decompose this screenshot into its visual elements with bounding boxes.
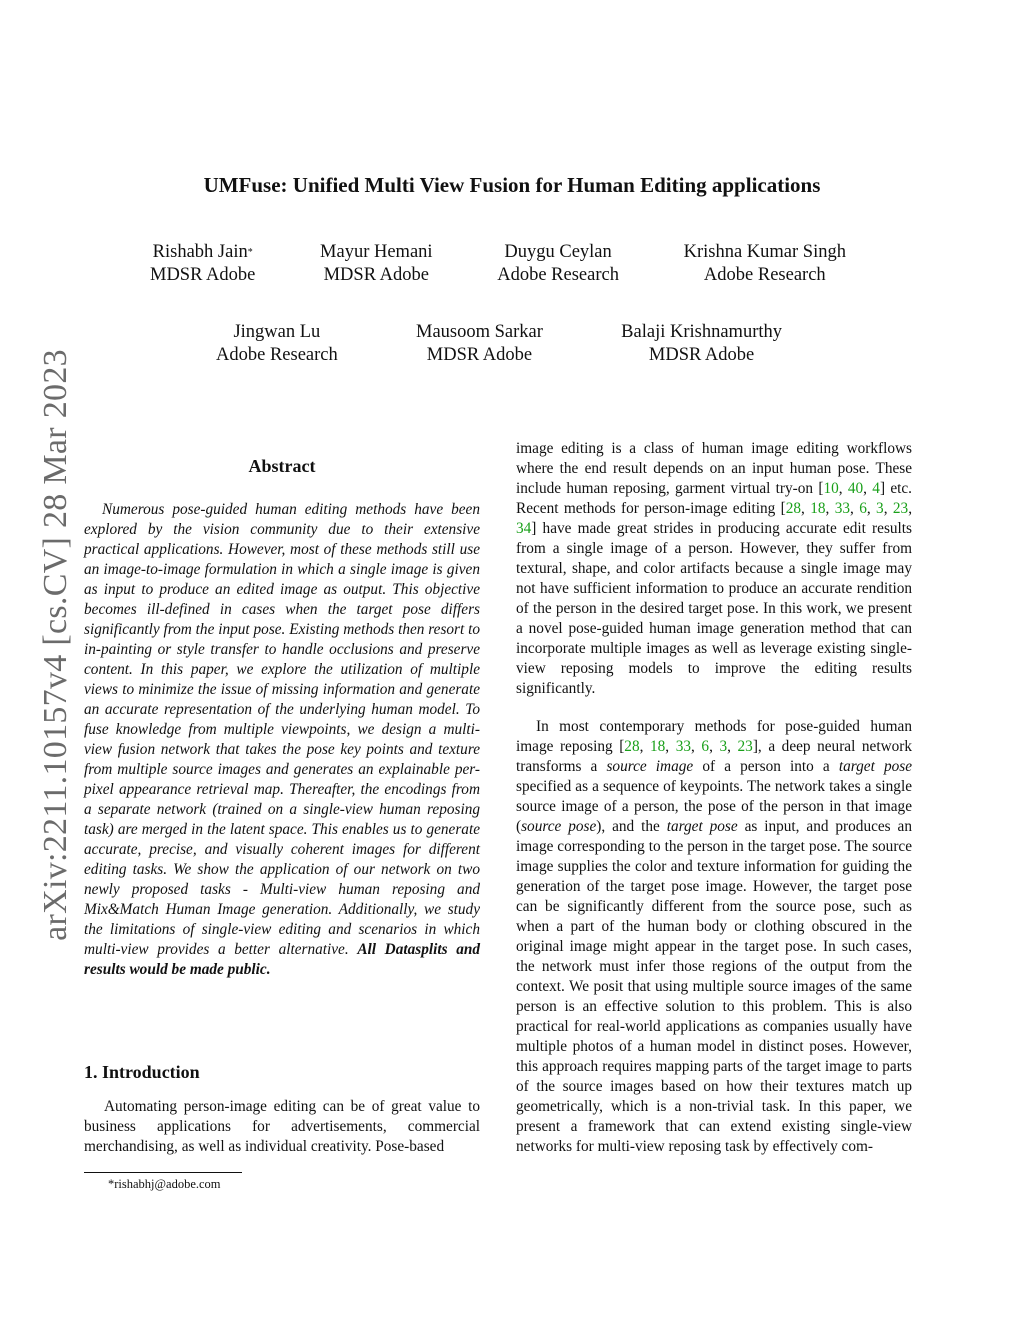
introduction-paragraph [84,1097,480,1157]
italic-term: source pose [521,818,597,835]
citation-link[interactable]: 28 [785,500,802,517]
paragraph-text: as input, and produces an image corresponding to the person in the target pose. The source image supplies the color and texture information for guiding the generation of the target pose image. However, the target pose can be significantly different from the source pose, such as when a part of the human body or clothing obscured in the original image might appear in the target pose. In such cases, the network must infer those regions of the output from the context. We posit that using multiple source images of the same person is an effective solution to this problem. This is also practical for real-world applications as companies usually have multiple photos of a human model in distinct poses. However, this approach requires mapping parts of the target image to parts of the source images based on how their textures match up geometrically, which is a non-trivial task. In this paper, we present a framework that can extend existing single-view networks for multi-view reposing task by effectively com- [516,818,912,1155]
paragraph-text: of a person into a [693,758,839,775]
author-affiliation: MDSR Adobe [426,345,533,365]
citation-link[interactable]: 18 [650,738,666,755]
citation-link[interactable]: 23 [892,500,909,517]
author-affiliation: MDSR Adobe [150,265,256,285]
author-name: Jingwan Lu [233,322,321,342]
author-affiliation: Adobe Research [497,265,619,285]
body-paragraph: In most contemporary methods for pose-guided human image reposing [28, 18, 33, 6, 3, 23], a deep neural network transforms a source image of a person into a target pose specified as a sequence of keypoints. The network takes a single source image of a person, the pose of the person in that image (source pose), and the target pose as input, and produces an image corresponding to the person in the target pose. The source image supplies the color and texture information for guiding the generation of the target pose image. However, the target pose can be significantly different from the source pose, such as when a part of the human body or clothing obscured in the original image might appear in the target pose. In such cases, the network must infer those regions of the output from the context. We posit that using multiple source images of the same person is an effective solution to this problem. This is also practical for real-world applications as companies usually have multiple photos of a human model in distinct poses. However, this approach requires mapping parts of the target image to parts of the source images based on how their textures match up geometrically, which is a non-trivial task. In this paper, we present a framework that can extend existing single-view networks for multi-view reposing task by effectively com- [516,718,913,1155]
section-heading-introduction: 1. Introduction [84,1062,200,1082]
abstract-heading: Abstract [248,456,316,476]
author-name: Mausoom Sarkar [416,322,543,342]
author-name: Duygu Ceylan [504,242,612,262]
author-name: Krishna Kumar Singh [683,242,846,262]
author-affiliation: MDSR Adobe [648,345,755,365]
abstract-bold-statement: All Datasplits and results would be made public. [84,941,480,978]
author-footnote-mark: * [247,247,253,258]
paper-title: UMFuse: Unified Multi View Fusion for Human Editing applications [203,173,821,197]
paragraph-text: ], a deep neural network transforms a [516,738,913,775]
citation-link[interactable]: 34 [516,520,532,537]
paragraph-text: ), and the [596,818,667,835]
italic-term: target pose [666,818,738,835]
abstract-text [84,500,480,980]
citation-link[interactable]: 33 [834,500,851,517]
author-name: Rishabh Jain [152,242,248,262]
author-entry [497,241,619,287]
citation-link[interactable]: 6 [859,500,867,517]
author-block-row-2 [216,321,782,367]
introduction-text: Automating person-image editing can be of great value to business applications for advertisements, commercial merchandising, as well as individual creativity. Pose-based [84,1098,480,1155]
right-column-text [516,439,912,1157]
footnote-divider [84,1172,242,1173]
author-affiliation: Adobe Research [703,265,826,285]
body-paragraph: image editing is a class of human image editing workflows where the end result depends on an input human pose. These include human reposing, garment virtual try-on [10, 40, 4] etc. Recent methods for person-image editing [28, 18, 33, 6, 3, 23, 34] have made great strides in producing accurate edit results from a single image of a person. However, they suffer from textural, shape, and color artifacts because a single image may not have sufficient information to produce an accurate rendition of the person in the desired target pose. In this work, we present a novel pose-guided human image generation method that can incorporate multiple images as well as leverage existing single-view reposing models to improve the editing results significantly. [516,440,913,697]
paragraph-text: image editing is a class of human image editing workflows where the end result depends on an input human pose. These include human reposing, garment virtual try-on [ [516,440,912,497]
citation-link[interactable]: 40 [847,480,864,497]
citation-link[interactable]: 4 [872,480,880,497]
citation-link[interactable]: 10 [823,480,839,497]
author-entry [150,241,255,287]
author-name: Balaji Krishnamurthy [621,322,782,342]
paragraph-text: In most contemporary methods for pose-guided human image reposing [ [516,718,912,755]
citation-link[interactable]: 33 [675,738,691,755]
citation-link[interactable]: 3 [876,500,884,517]
author-entry [621,321,782,367]
italic-term: source image [606,758,694,775]
citation-link[interactable]: 23 [737,738,753,755]
citation-link[interactable]: 6 [701,738,710,755]
paragraph-text: specified as a sequence of keypoints. The network takes a single source image of a person, the pose of the person in that image ( [516,778,912,835]
author-name: Mayur Hemani [320,242,433,262]
citation-link[interactable]: 28 [624,738,640,755]
author-block-row-1 [150,241,846,287]
arxiv-identifier-stamp: arXiv:2211.10157v4 [cs.CV] 28 Mar 2023 [37,349,74,941]
author-entry [684,241,846,287]
author-entry [416,321,543,367]
paragraph-text: ] have made great strides in producing accurate edit results from a single image of a person. However, they suffer from textural, shape, and color artifacts because a single image may not have sufficient information to produce an accurate rendition of the person in the desired target pose. In this work, we present a novel pose-guided human image generation method that can incorporate multiple images as well as leverage existing single-view reposing models to improve the editing results significantly. [516,520,912,697]
citation-link[interactable]: 3 [719,738,728,755]
footnote-email: *rishabhj@adobe.com [108,1177,221,1191]
paragraph-text: ] etc. Recent methods for person-image editing [ [516,480,912,517]
citation-link[interactable]: 18 [810,500,826,517]
author-affiliation: MDSR Adobe [323,265,429,285]
abstract-body-text: Numerous pose-guided human editing methods have been explored by the vision community due to their extensive practical applications. However, most of these methods still use an image-to-image formulation in which a single image is given as input to produce an edited image as output. This objective becomes ill-defined in cases when the target pose differs significantly from the input pose. Existing methods then resort to in-painting or style transfer to handle occlusions and preserve content. In this paper, we explore the utilization of multiple views to minimize the issue of missing information and generate an accurate representation of the underlying human model. To fuse knowledge from multiple viewpoints, we design a multi-view fusion network that takes the pose key points and texture from multiple source images and generates an explainable per-pixel appearance retrieval map. Thereafter, the encodings from a separate network (trained on a single-view human reposing task) are merged in the latent space. This enables us to generate accurate, precise, and visually coherent images for different editing tasks. We show the application of our network on two newly proposed tasks - Multi-view human reposing and Mix&Match Human Image generation. Additionally, we study the limitations of single-view editing and scenarios in which multi-view provides a better alternative. [84,501,480,958]
author-affiliation: Adobe Research [216,345,338,365]
italic-term: target pose [838,758,912,775]
author-entry [216,321,338,367]
author-entry [320,241,433,287]
